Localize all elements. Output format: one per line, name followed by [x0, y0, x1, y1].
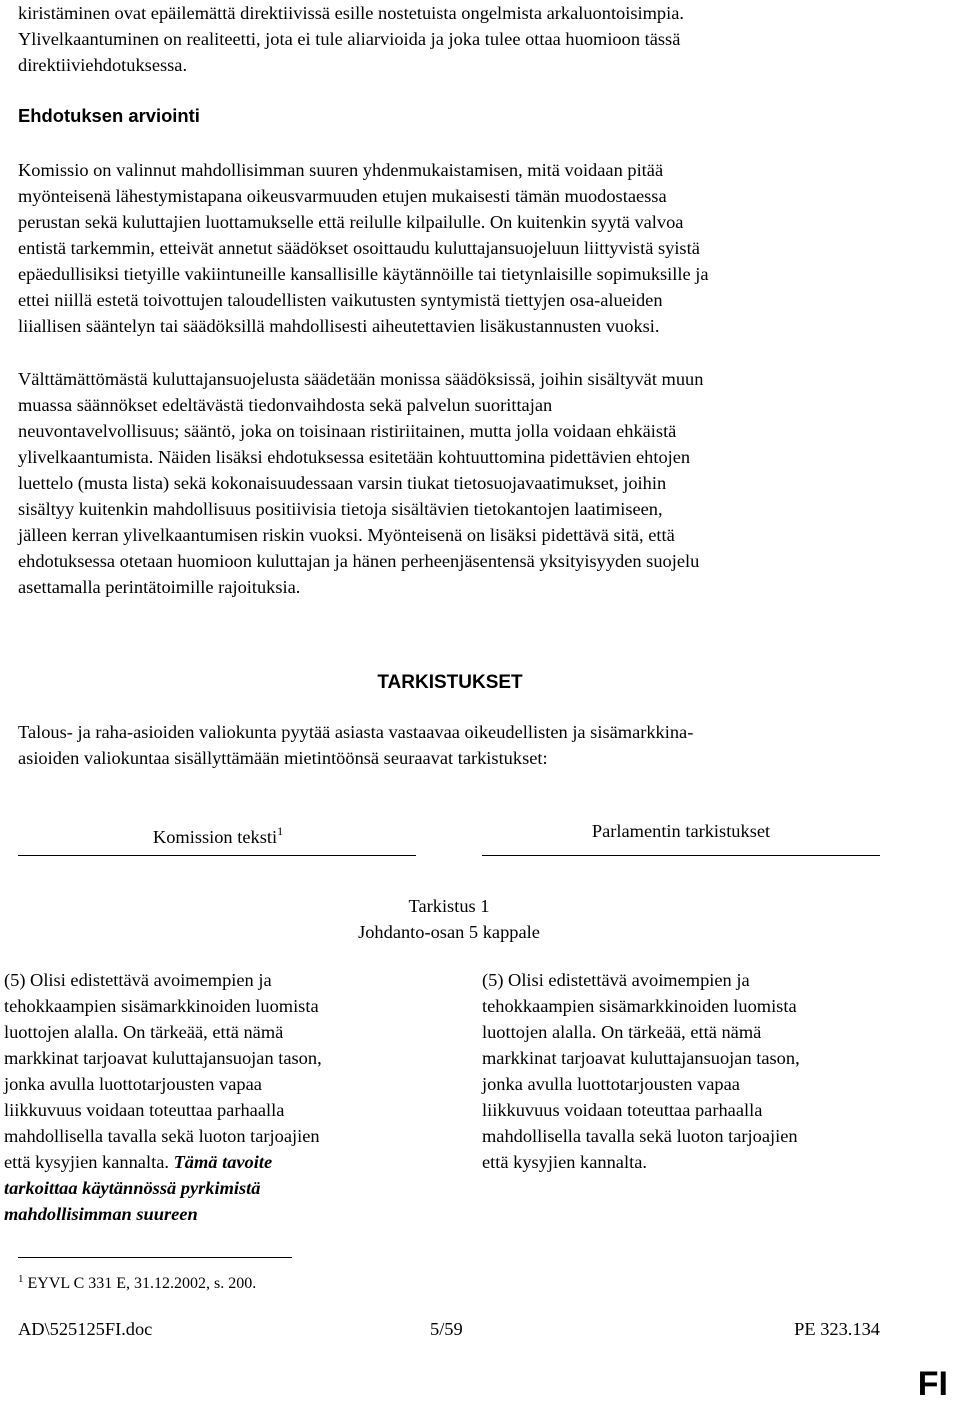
left-column-rule	[18, 855, 416, 856]
text-span: että kysyjien kannalta.	[4, 1152, 174, 1172]
text-line: neuvontavelvollisuus; sääntö, joka on toisinaan ristiriitainen, mutta jolla voidaan ehkäistä	[18, 421, 677, 441]
text-line: perustan sekä kuluttajien luottamukselle että reilulle kilpailulle. On kuitenkin syytä valvoa	[18, 212, 684, 232]
text-line: (5) Olisi edistettävä avoimempien ja	[4, 970, 272, 990]
footnote-rule	[18, 1257, 292, 1258]
text-line: Komissio on valinnut mahdollisimman suuren yhdenmukaistamisen, mitä voidaan pitää	[18, 160, 664, 180]
text-line: entistä tarkemmin, etteivät annetut säädökset osoittaudu kuluttajansuojeluun liittyvistä syistä	[18, 238, 700, 258]
text-line: tehokkaampien sisämarkkinoiden luomista	[4, 996, 319, 1016]
text-line: liikkuvuus voidaan toteuttaa parhaalla	[482, 1100, 763, 1120]
text-line: ehdotuksessa otetaan huomioon kuluttajan ja hänen perheenjäsentensä yksityisyyden suojelu	[18, 551, 700, 571]
deleted-text: tarkoittaa käytännössä pyrkimistä	[4, 1178, 261, 1198]
text-line: Välttämättömästä kuluttajansuojelusta säädetään monissa säädöksissä, joihin sisältyvät muun	[18, 369, 704, 389]
text-line: kiristäminen ovat epäilemättä direktiivissä esille nostetuista ongelmista arkaluontoisimpia.	[18, 3, 684, 23]
text-line: mahdollisella tavalla sekä luoton tarjoajien	[482, 1126, 798, 1146]
text-line: luottojen alalla. On tärkeää, että nämä	[4, 1022, 284, 1042]
amendment-target: Johdanto-osan 5 kappale	[358, 922, 540, 942]
text-line: asettamalla perintätoimille rajoituksia.	[18, 577, 301, 597]
left-column-header-text: Komission teksti	[152, 827, 278, 847]
text-line: tehokkaampien sisämarkkinoiden luomista	[482, 996, 797, 1016]
text-line: muassa säännökset edeltävästä tiedonvaihdosta sekä palvelun suorittajan	[18, 395, 553, 415]
text-line: (5) Olisi edistettävä avoimempien ja	[482, 970, 750, 990]
amendment-number: Tarkistus 1	[408, 896, 490, 916]
body-paragraph-2	[18, 366, 948, 600]
text-line: Ylivelkaantuminen on realiteetti, jota ei tule aliarvioida ja joka tulee ottaa huomioon tässä	[18, 29, 681, 49]
text-line: jonka avulla luottotarjousten vapaa	[4, 1074, 262, 1094]
right-column-rule	[482, 855, 880, 856]
section-heading: Ehdotuksen arviointi	[18, 105, 200, 126]
text-line: luottojen alalla. On tärkeää, että nämä	[482, 1022, 762, 1042]
text-line	[4, 1149, 424, 1175]
text-line: jälleen kerran ylivelkaantumisen riskin vuoksi. Myönteisenä on lisäksi pidettävä sitä, että	[18, 525, 675, 545]
text-line: myönteisenä lähestymistapana oikeusvarmuuden etujen mukaisesti tämän muodostaessa	[18, 186, 667, 206]
request-paragraph	[18, 719, 948, 771]
text-line: liikkuvuus voidaan toteuttaa parhaalla	[4, 1100, 285, 1120]
right-column-header: Parlamentin tarkistukset	[591, 821, 771, 841]
intro-paragraph	[18, 0, 948, 78]
footer-pe-reference: PE 323.134	[794, 1319, 880, 1339]
text-line: asioiden valiokuntaa sisällyttämään mietintöönsä seuraavat tarkistukset:	[18, 748, 548, 768]
text-line: sisältyy kuitenkin mahdollisuus positiivisia tietoja sisältävien tietokantojen laatimiseen,	[18, 499, 663, 519]
body-paragraph-1	[18, 157, 948, 339]
text-line: jonka avulla luottotarjousten vapaa	[482, 1074, 740, 1094]
footnote	[18, 1268, 256, 1295]
text-line: Talous- ja raha-asioiden valiokunta pyytää asiasta vastaavaa oikeudellisten ja sisämarkkina-	[18, 722, 694, 742]
footnote-ref: 1	[277, 824, 284, 838]
amendments-title: TARKISTUKSET	[377, 672, 523, 693]
text-line: ylivelkaantumista. Näiden lisäksi ehdotuksessa esitetään kohtuuttomina pidettävien ehtojen	[18, 447, 691, 467]
footnote-mark: 1	[18, 1273, 24, 1285]
language-code: FI	[917, 1365, 948, 1403]
text-line: epäedullisiksi tietyille vakiintuneille kansallisille käytännöille tai tietynlaisille sopimuksille ja	[18, 264, 709, 284]
left-column-header	[18, 818, 418, 850]
footer-page-number: 5/59	[430, 1319, 463, 1339]
text-line: liiallisen sääntelyn tai säädöksillä mahdollisesti aiheutettavien lisäkustannusten vuoksi.	[18, 316, 660, 336]
text-line: luettelo (musta lista) sekä kokonaisuudessaan varsin tiukat tietosuojavaatimukset, joihin	[18, 473, 667, 493]
parliament-amendment-column	[482, 967, 902, 1175]
text-line: että kysyjien kannalta.	[482, 1152, 647, 1172]
deleted-text: mahdollisimman suureen	[4, 1204, 198, 1224]
footer-doc-name: AD\525125FI.doc	[18, 1319, 153, 1339]
text-line: mahdollisella tavalla sekä luoton tarjoajien	[4, 1126, 320, 1146]
text-line: direktiiviehdotuksessa.	[18, 55, 188, 75]
deleted-text: Tämä tavoite	[173, 1152, 273, 1172]
text-line: ettei niillä estetä toivottujen taloudellisten vaikutusten syntymistä tiettyjen osa-alueiden	[18, 290, 663, 310]
commission-text-column	[4, 967, 424, 1227]
text-line: markkinat tarjoavat kuluttajansuojan tason,	[4, 1048, 322, 1068]
footnote-text: EYVL C 331 E, 31.12.2002, s. 200.	[23, 1275, 257, 1292]
text-line: markkinat tarjoavat kuluttajansuojan tason,	[482, 1048, 800, 1068]
